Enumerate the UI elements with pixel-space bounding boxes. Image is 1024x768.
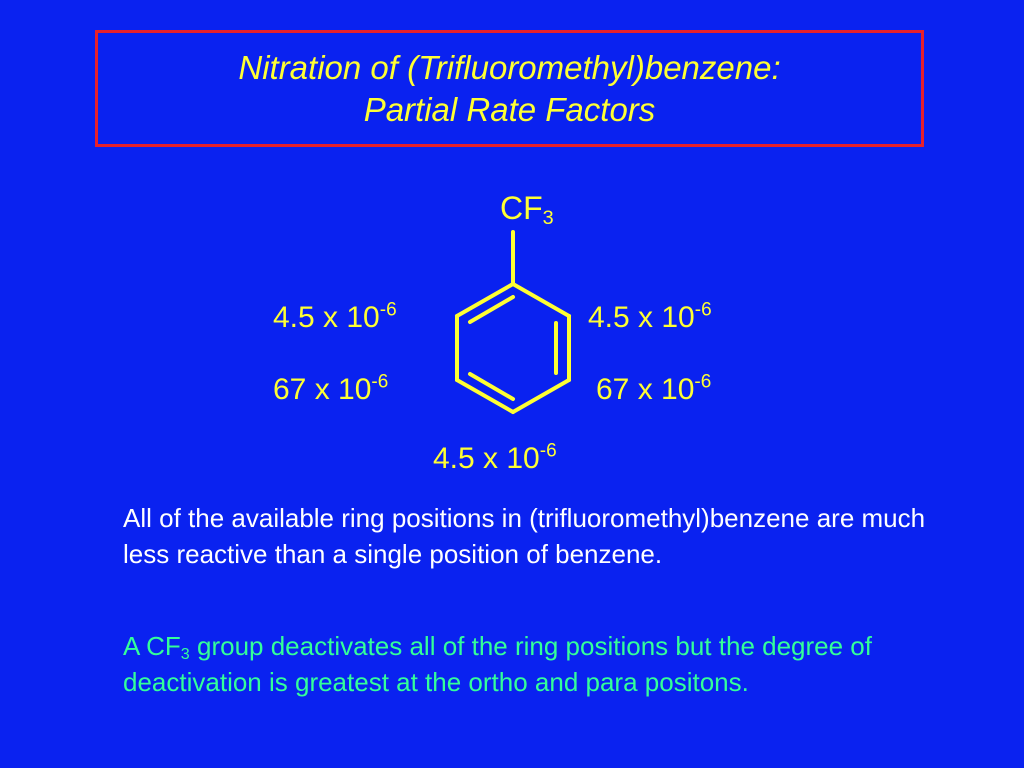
deactivation-statement [123,628,953,700]
cf3-subscript: 3 [542,206,554,229]
deactivation-prefix: A CF [123,631,181,661]
rate-factor-para [433,441,557,477]
reactivity-statement: All of the available ring positions in (trifluoromethyl)benzene are much less reactive than a single position of benzene. [123,503,926,569]
deactivation-suffix: group deactivates all of the ring positions but the degree of deactivation is greatest at the ortho and para positons. [123,631,872,697]
meta-left-base: 67 x 10 [273,373,372,406]
ortho-left-exponent: -6 [379,299,397,321]
rate-factor-ortho-right [588,300,712,336]
ring-bond-bottom-right [513,380,569,412]
ortho-right-base: 4.5 x 10 [588,301,695,334]
meta-right-base: 67 x 10 [596,373,695,406]
para-base: 4.5 x 10 [433,442,540,475]
cf3-main: CF [500,190,543,226]
deactivation-subscript: 3 [180,645,190,664]
rate-factor-ortho-left [273,300,397,336]
para-exponent: -6 [539,440,557,462]
rate-factor-meta-right [596,372,711,408]
title-line-1: Nitration of (Trifluoromethyl)benzene: [238,48,781,86]
double-bond-inner-bottom-left [470,374,513,399]
ortho-left-base: 4.5 x 10 [273,301,380,334]
meta-right-exponent: -6 [694,371,712,393]
ring-bond-top-right [513,284,569,316]
double-bond-inner-top-left [470,297,513,322]
title-line-2: Partial Rate Factors [363,90,656,128]
meta-left-exponent: -6 [371,371,389,393]
ortho-right-exponent: -6 [694,299,712,321]
rate-factor-meta-left [273,372,388,408]
